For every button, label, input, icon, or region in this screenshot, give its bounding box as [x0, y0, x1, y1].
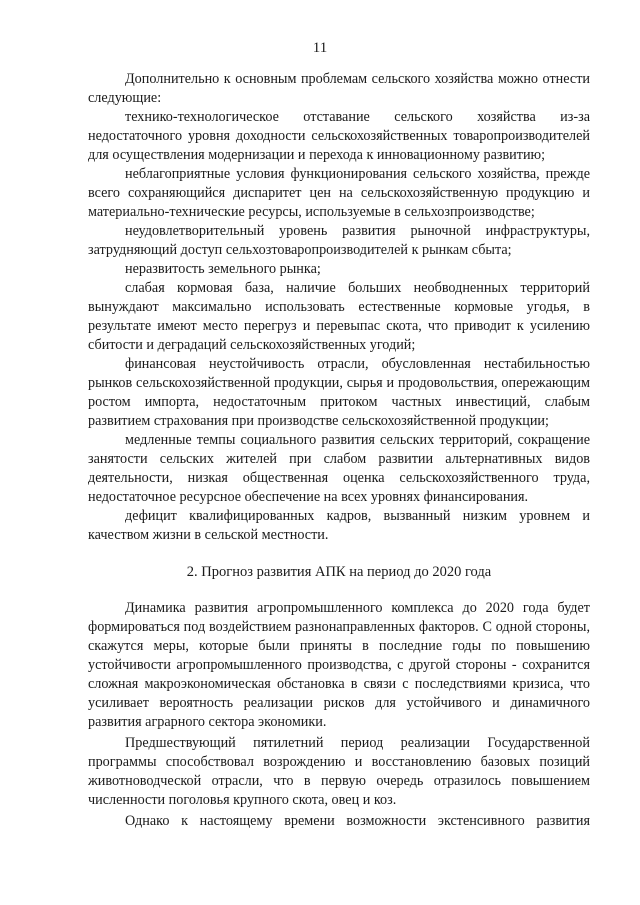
list-item: дефицит квалифицированных кадров, вызванный низким уровнем и качеством жизни в сельской местности. [88, 508, 590, 543]
intro-paragraph: Дополнительно к основным проблемам сельского хозяйства можно отнести следующие: [88, 71, 590, 106]
page-content [88, 70, 590, 831]
list-item: неудовлетворительный уровень развития рыночной инфраструктуры, затрудняющий доступ сельхозтоваропроизводителей к рынкам сбыта; [88, 223, 590, 258]
list-item: медленные темпы социального развития сельских территорий, сокращение занятости сельских жителей при слабом развитии альтернативных видов деятельности, низкая общественная оценка сельскохозяйственного труда, недостаточное ресурсное обеспечение на всех уровнях финансирования. [88, 432, 590, 505]
list-item: неблагоприятные условия функционирования сельского хозяйства, прежде всего сохраняющийся диспаритет цен на сельскохозяйственную продукцию и материально-технические ресурсы, используемые в сельхозпроизводстве; [88, 166, 590, 220]
list-item: технико-технологическое отставание сельского хозяйства из-за недостаточного уровня доходности сельскохозяйственных товаропроизводителей для осуществления модернизации и перехода к инновационному развитию; [88, 109, 590, 163]
page-number: 11 [312, 40, 328, 56]
list-item: слабая кормовая база, наличие больших необводненных территорий вынуждают максимально использовать естественные кормовые угодья, в результате имеют место перегруз и перевыпас скота, что приводит к усилению сбитости и деградаций сельскохозяйственных угодий; [88, 280, 590, 353]
problems-list [88, 108, 590, 545]
section-paragraph: Динамика развития агропромышленного комплекса до 2020 года будет формироваться под воздействием разнонаправленных факторов. С одной стороны, скажутся меры, которые были приняты в последние годы по повышению устойчивости агропромышленного производства, с другой стороны - сохранится сложная макроэкономическая обстановка в связи с последствиями кризиса, что усиливает вероятность реализации рисков для устойчивого и динамичного развития аграрного сектора экономики. [88, 600, 590, 730]
section-body [88, 599, 590, 831]
section-paragraph: Предшествующий пятилетний период реализации Государственной программы способствовал возрождению и восстановлению базовых позиций животноводческой отрасли, что в первую очередь отразилось повышением численности поголовья крупного скота, овец и коз. [88, 735, 590, 808]
section-heading: 2. Прогноз развития АПК на период до 2020 года [186, 564, 492, 580]
list-item: финансовая неустойчивость отрасли, обусловленная нестабильностью рынков сельскохозяйственной продукции, сырья и продовольствия, опережающим ростом импорта, недостаточным притоком частных инвестиций, слабым развитием страхования при производстве сельскохозяйственной продукции; [88, 356, 590, 429]
list-item: неразвитость земельного рынка; [125, 261, 321, 277]
section-paragraph: Однако к настоящему времени возможности экстенсивного развития [125, 813, 590, 829]
